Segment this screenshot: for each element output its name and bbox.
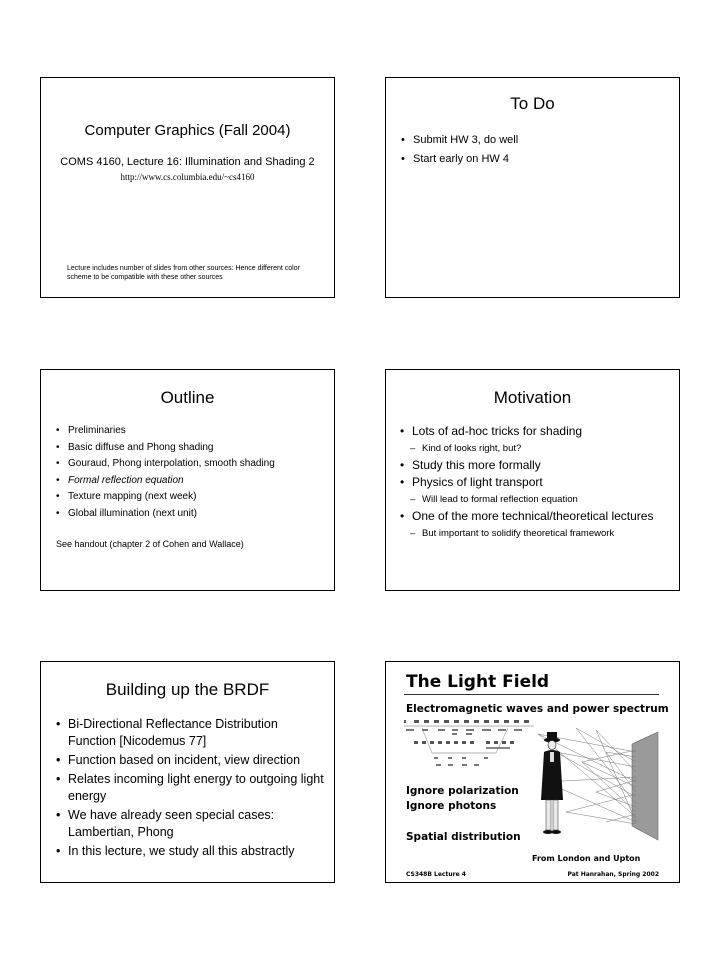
list-item: • Lots of ad-hoc tricks for shading: [400, 423, 670, 440]
list-item: • Texture mapping (next week): [56, 489, 326, 506]
list-item: • Function based on incident, view direction: [56, 752, 326, 769]
course-url: http://www.cs.columbia.edu/~cs4160: [120, 172, 255, 182]
slide-brdf: [40, 661, 335, 883]
slide-motivation: [385, 369, 680, 591]
slide-heading: Building up the BRDF: [105, 680, 270, 699]
outline-list: [56, 423, 326, 522]
list-item: • Study this more formally: [400, 457, 670, 474]
list-item: • Start early on HW 4: [401, 150, 518, 169]
slide-heading: Motivation: [493, 388, 572, 407]
list-item: • Relates incoming light energy to outgoing light energy: [56, 771, 326, 805]
list-item: • Submit HW 3, do well: [401, 131, 518, 150]
light-field-figure: [536, 722, 664, 844]
list-item: • Global illumination (next unit): [56, 506, 326, 523]
slide-heading: To Do: [510, 94, 555, 113]
sub-list-item: – But important to solidify theoretical framework: [400, 525, 670, 542]
list-item: • Physics of light transport: [400, 474, 670, 491]
slide-title: [40, 77, 335, 298]
figure-credit: From London and Upton: [532, 854, 641, 863]
slide-todo: [385, 77, 680, 298]
motivation-list: [400, 423, 670, 542]
list-item: • Formal reflection equation: [56, 473, 326, 490]
slide-outline: [40, 369, 335, 591]
slide-light-field: [385, 661, 680, 883]
todo-list: [401, 131, 518, 169]
list-item: • One of the more technical/theoretical lectures: [400, 508, 670, 525]
bullet-text: Ignore polarization: [406, 785, 519, 797]
sources-note: Lecture includes number of slides from other sources: Hence different color scheme to be compatible with these other sources: [67, 265, 300, 281]
sub-list-item: – Kind of looks right, but?: [400, 440, 670, 457]
handout-note: See handout (chapter 2 of Cohen and Wallace): [56, 539, 244, 549]
list-item: • Bi-Directional Reflectance Distribution Function [Nicodemus 77]: [56, 716, 326, 750]
slide-subheading: Electromagnetic waves and power spectrum: [406, 703, 669, 715]
course-title: Computer Graphics (Fall 2004): [84, 122, 291, 139]
list-item: • We have already seen special cases: Lambertian, Phong: [56, 807, 326, 841]
slide-heading: The Light Field: [406, 672, 550, 692]
title-divider: [404, 694, 659, 695]
footer-right: Pat Hanrahan, Spring 2002: [567, 871, 659, 878]
brdf-list: [56, 716, 326, 862]
bullet-text: Spatial distribution: [406, 831, 521, 843]
list-item: • Preliminaries: [56, 423, 326, 440]
footer-left: CS348B Lecture 4: [406, 871, 466, 878]
list-item: • In this lecture, we study all this abstractly: [56, 843, 326, 860]
slide-heading: Outline: [160, 388, 215, 407]
spectrum-diagram: [400, 716, 540, 776]
sub-list-item: – Will lead to formal reflection equation: [400, 491, 670, 508]
lecture-subtitle: COMS 4160, Lecture 16: Illumination and Shading 2: [60, 156, 315, 168]
list-item: • Basic diffuse and Phong shading: [56, 440, 326, 457]
list-item: • Gouraud, Phong interpolation, smooth shading: [56, 456, 326, 473]
bullet-text: Ignore photons: [406, 800, 497, 812]
